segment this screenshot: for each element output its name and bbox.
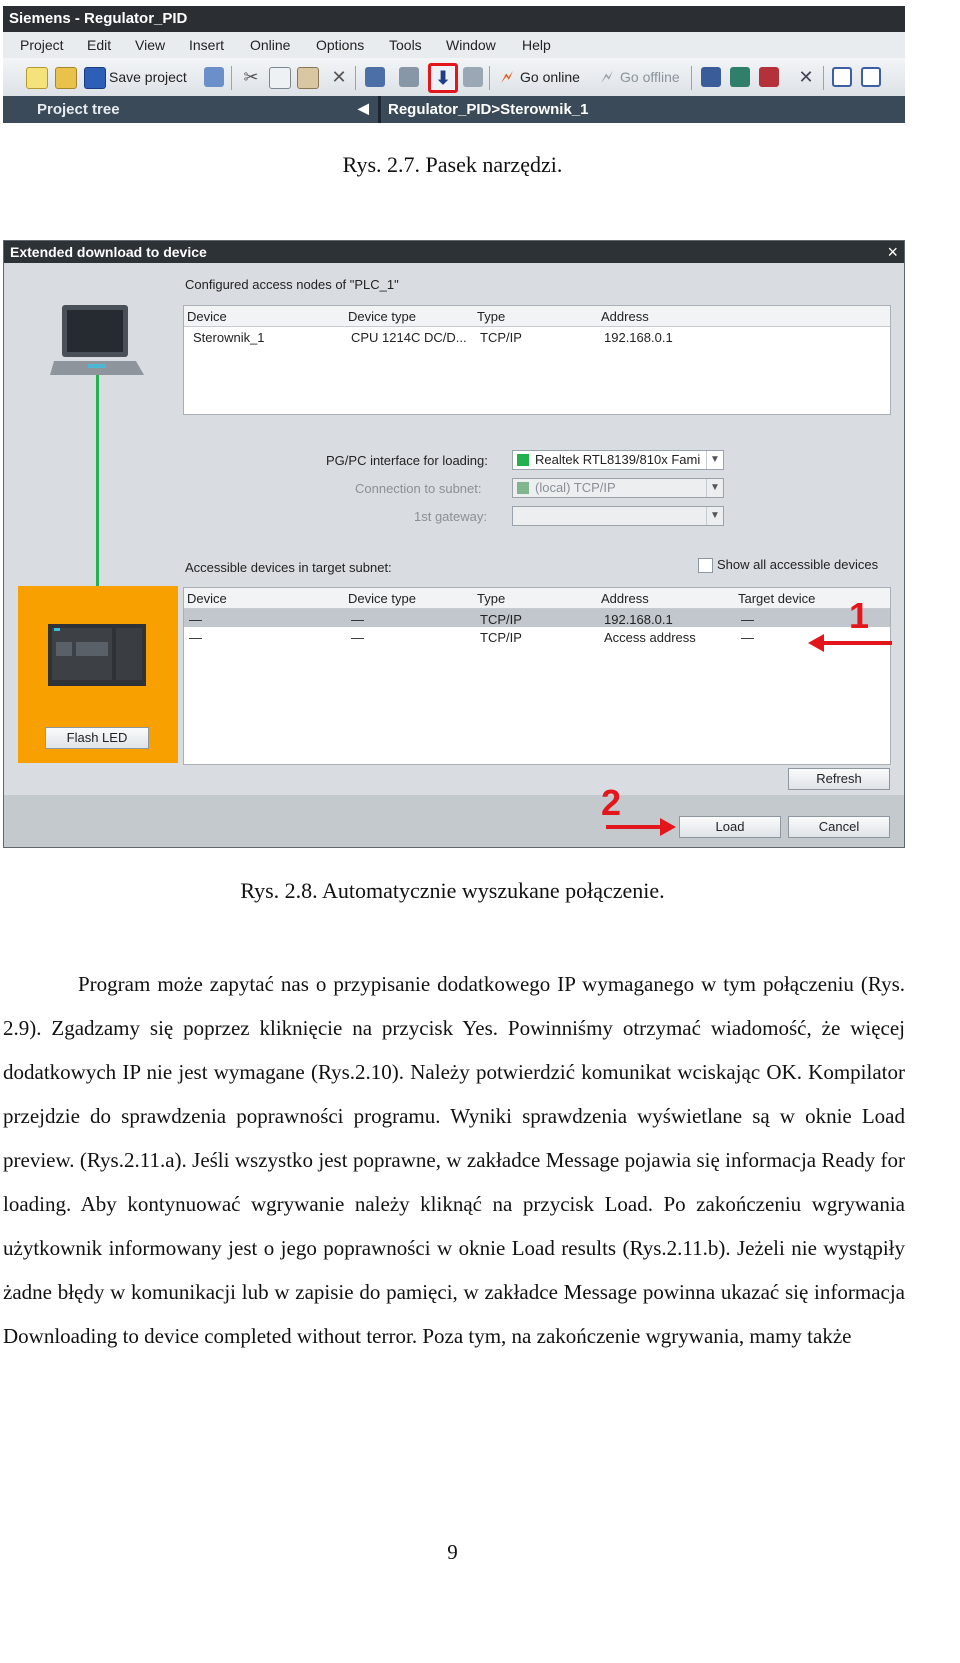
chevron-down-icon: ▼: [706, 507, 723, 525]
show-all-label: Show all accessible devices: [717, 557, 879, 572]
subnet-icon: [517, 482, 529, 494]
table-row-selected[interactable]: [184, 609, 890, 627]
target-device-panel: [18, 586, 178, 763]
save-project-button[interactable]: Save project: [109, 69, 187, 85]
upload-icon[interactable]: [399, 67, 419, 87]
load-button[interactable]: Load: [679, 816, 781, 838]
paste-icon[interactable]: [297, 67, 319, 89]
column-header: Target device: [738, 591, 816, 606]
extended-download-dialog: [3, 240, 905, 848]
menu-online[interactable]: Online: [250, 37, 291, 53]
column-header: Device type: [348, 591, 416, 606]
plc-icon: [48, 624, 146, 686]
copy-icon[interactable]: [269, 67, 291, 89]
body-text: [3, 962, 905, 1358]
figure-caption-2-8: Rys. 2.8. Automatycznie wyszukane połączenie.: [240, 878, 665, 903]
menu-edit[interactable]: Edit: [87, 37, 112, 53]
refresh-button[interactable]: Refresh: [788, 768, 890, 790]
toolbar-separator: [231, 66, 232, 90]
go-online-icon[interactable]: 🗲: [501, 67, 513, 87]
print-icon[interactable]: [204, 67, 224, 87]
stop-cpu-icon[interactable]: [759, 67, 779, 87]
column-header: Device: [187, 591, 227, 606]
menu-options[interactable]: Options: [316, 37, 365, 53]
toolbar-screenshot: [3, 6, 905, 123]
figure-caption-2-7: Rys. 2.7. Pasek narzędzi.: [342, 152, 563, 177]
dialog-footer: [4, 782, 904, 847]
column-header: Type: [477, 591, 506, 606]
dialog-title: Extended download to device: [4, 241, 904, 263]
go-offline-icon: 🗲: [601, 67, 613, 87]
tab-bar: [3, 96, 905, 123]
pgpc-interface-value: Realtek RTL8139/810x Fami: [535, 452, 701, 467]
download-to-device-icon[interactable]: ⬇: [428, 63, 458, 93]
menu-view[interactable]: View: [135, 37, 166, 53]
table-row[interactable]: [184, 327, 890, 345]
toolbar-separator: [691, 66, 692, 90]
configured-nodes-label: Configured access nodes of "PLC_1": [185, 277, 399, 292]
menu-insert[interactable]: Insert: [189, 37, 225, 53]
cell-address: 192.168.0.1: [604, 612, 673, 627]
cell-type: TCP/IP: [480, 612, 522, 627]
cell-type: TCP/IP: [480, 630, 522, 645]
start-cpu-icon[interactable]: [730, 67, 750, 87]
cell-target: —: [741, 612, 754, 627]
cell-device: —: [189, 630, 202, 645]
delete-icon[interactable]: ✕: [331, 67, 347, 87]
chevron-down-icon: ▼: [706, 479, 723, 497]
cancel-button[interactable]: Cancel: [788, 816, 890, 838]
pane-divider: [378, 96, 381, 123]
go-offline-button: Go offline: [620, 69, 680, 85]
table-header: [184, 306, 890, 327]
toolbar-separator: [355, 66, 356, 90]
window-title: Siemens - Regulator_PID: [3, 6, 905, 32]
cell-address: 192.168.0.1: [604, 330, 673, 345]
menu-bar: [3, 32, 905, 58]
cut-icon[interactable]: ✂: [243, 67, 259, 87]
simulation-icon[interactable]: [463, 67, 483, 87]
split-vertical-icon[interactable]: [861, 67, 881, 87]
cell-device: Sterownik_1: [193, 330, 265, 345]
column-header: Address: [601, 591, 649, 606]
column-header: Device: [187, 309, 227, 324]
toolbar: [3, 58, 905, 97]
gateway-label: 1st gateway:: [414, 509, 487, 524]
accessible-devices-table: [183, 587, 891, 765]
toolbar-separator: [489, 66, 490, 90]
cross-reference-icon[interactable]: ✕: [798, 67, 814, 87]
laptop-icon: [50, 303, 148, 383]
menu-tools[interactable]: Tools: [389, 37, 422, 53]
cell-device-type: —: [351, 630, 364, 645]
collapse-left-icon[interactable]: ◀: [358, 100, 369, 116]
menu-project[interactable]: Project: [20, 37, 64, 53]
compile-icon[interactable]: [365, 67, 385, 87]
network-adapter-icon: [517, 454, 529, 466]
menu-help[interactable]: Help: [522, 37, 551, 53]
project-tree-label[interactable]: Project tree: [37, 101, 120, 118]
toolbar-separator: [823, 66, 824, 90]
cell-device-type: —: [351, 612, 364, 627]
table-row[interactable]: [184, 627, 890, 645]
column-header: Address: [601, 309, 649, 324]
subnet-label: Connection to subnet:: [355, 481, 482, 496]
cell-address: Access address: [604, 630, 696, 645]
table-header: [184, 588, 890, 609]
menu-window[interactable]: Window: [446, 37, 496, 53]
annotation-marker-1: 1: [849, 595, 870, 636]
breadcrumb: Regulator_PID>Sterownik_1: [388, 101, 589, 118]
column-header: Type: [477, 309, 506, 324]
split-horizontal-icon[interactable]: [832, 67, 852, 87]
arrow-right-icon: [604, 817, 678, 837]
column-header: Device type: [348, 309, 416, 324]
gateway-select[interactable]: [512, 506, 724, 526]
annotation-marker-2: 2: [601, 782, 622, 823]
chevron-down-icon: ▼: [706, 451, 723, 469]
subnet-value: (local) TCP/IP: [535, 480, 616, 495]
page-number: 9: [447, 1540, 458, 1564]
show-all-checkbox[interactable]: [698, 558, 713, 573]
cell-type: TCP/IP: [480, 330, 522, 345]
accessible-devices-icon[interactable]: [701, 67, 721, 87]
save-icon[interactable]: [84, 67, 106, 89]
cell-target: —: [741, 630, 754, 645]
configured-nodes-table: [183, 305, 891, 415]
new-project-icon[interactable]: [26, 67, 48, 89]
dialog-body: [4, 263, 904, 795]
arrow-left-icon: [806, 633, 896, 653]
subnet-select[interactable]: [512, 478, 724, 498]
pgpc-interface-label: PG/PC interface for loading:: [326, 453, 488, 468]
close-icon[interactable]: ×: [887, 242, 898, 262]
cell-device-type: CPU 1214C DC/D...: [351, 330, 467, 345]
paragraph: Program może zapytać nas o przypisanie dodatkowego IP wymaganego w tym połączeniu (Rys. 2.9). Zgadzamy się poprzez kliknięcie na przycisk Yes. Powinniśmy otrzymać wiadomość, że więcej dodatkowych IP nie jest wymagane (Rys.2.10). Należy potwierdzić komunikat wciskając OK. Kompilator przejdzie do sprawdzenia poprawności programu. Wyniki sprawdzenia wyświetlane są w oknie Load preview. (Rys.2.11.a). Jeśli wszystko jest poprawne, w zakładce Message pojawia się informacja Ready for loading. Aby kontynuować wgrywanie należy kliknąć na przycisk Load. Po zakończeniu wgrywania użytkownik informowany jest o jego poprawności w oknie Load results (Rys.2.11.b). Jeżeli nie wystąpiły żadne błędy w komunikacji lub w zapisie do pamięci, w zakładce Message powinna ukazać się informacja Downloading to device completed without terror. Poza tym, na zakończenie wgrywania, mamy także: [3, 972, 905, 1348]
go-online-button[interactable]: Go online: [520, 69, 580, 85]
flash-led-button[interactable]: Flash LED: [45, 727, 149, 749]
open-project-icon[interactable]: [55, 67, 77, 89]
accessible-devices-label: Accessible devices in target subnet:: [185, 560, 392, 575]
pgpc-interface-select[interactable]: [512, 450, 724, 470]
cell-device: —: [189, 612, 202, 627]
